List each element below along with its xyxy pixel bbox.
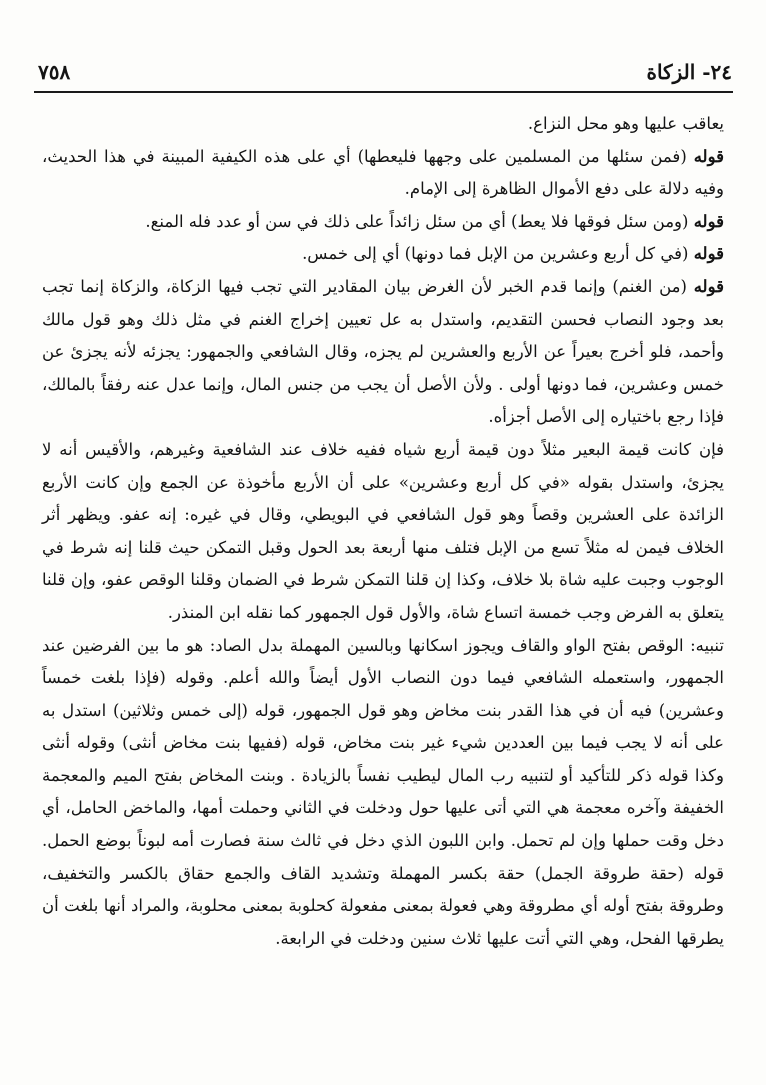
- paragraph: [42, 206, 724, 239]
- paragraph-lead: قوله: [693, 244, 724, 264]
- paragraph-text: (ومن سئل فوقها فلا يعط) أي من سئل زائداً على ذلك في سن أو عدد فله المنع.: [145, 211, 694, 231]
- paragraph-text: تنبيه: الوقص بفتح الواو والقاف ويجوز اسكانها وبالسين المهملة بدل الصاد: هو ما بين الفرضين عند الجمهور، واستعمله الشافعي فيما دون النصاب الأول أيضاً والله أعلم. وقوله (فإذا بلغت خمساً وعشرين) فيه أن في هذا القدر بنت مخاض وهو قول الجمهور، قوله (إلى خمس وثلاثين) استدل به على أنه لا يجب فيما بين العددين شيء غير بنت مخاض، قوله (ففيها بنت مخاض أنثى) وقوله أنثى وكذا قوله ذكر للتأكيد أو لتنبيه رب المال ليطيب نفساً بالزيادة . وبنت المخاض بفتح الميم والمعجمة الخفيفة وآخره معجمة هي التي أتى عليها حول ودخلت في الثاني وحملت أمها، والماخض الحامل، أي دخل وقت حملها وإن لم تحمل. وابن اللبون الذي دخل في ثالث سنة فصارت أمه لبوناً بوضع الحمل. قوله (حقة طروقة الجمل) حقة بكسر المهملة وتشديد القاف والجمع حقاق بالكسر والتخفيف، وطروقة بفتح أوله أي مطروقة وهي فعولة بمعنى مفعولة كحلوبة بمعنى محلوبة، والمراد أنها بلغت أن يطرقها الفحل، وهي التي أتت عليها ثلاث سنين ودخلت في الرابعة.: [42, 635, 724, 948]
- chapter-title: ٢٤- الزكاة: [646, 60, 732, 84]
- paragraph-text: (فمن سئلها من المسلمين على وجهها فليعطها) أي على هذه الكيفية المبينة في هذا الحديث، وفيه دلالة على دفع الأموال الظاهرة إلى الإمام.: [42, 146, 724, 199]
- header-divider: [34, 91, 733, 93]
- paragraph: [42, 630, 724, 956]
- paragraph-text: (من الغنم) وإنما قدم الخبر لأن الغرض بيان المقادير التي تجب فيها الزكاة، والزكاة إنما تجب بعد وجود النصاب فحسن التقديم، واستدل به عل تعيين إخراج الغنم في مثل ذلك وهو قول مالك وأحمد، فلو أخرج بعيراً عن الأربع والعشرين لم يجزه، وقال الشافعي والجمهور: يجزئه لأنه يجزئ عن خمس وعشرين، فما دونها أولى . ولأن الأصل أن يجب من جنس المال، وإنما عدل عنه رفقاً بالمالك، فإذا رجع باختياره إلى الأصل أجزأه.: [42, 276, 724, 427]
- paragraph: [42, 271, 724, 434]
- paragraph-lead: قوله: [693, 211, 724, 231]
- paragraph-text: (في كل أربع وعشرين من الإبل فما دونها) أي إلى خمس.: [302, 244, 694, 264]
- paragraph: [42, 238, 724, 271]
- paragraph: [42, 108, 724, 141]
- main-text: [42, 108, 724, 955]
- page-header: [30, 60, 736, 90]
- paragraph-lead: قوله: [693, 276, 724, 296]
- paragraph-lead: قوله: [693, 146, 724, 166]
- paragraph-text: فإن كانت قيمة البعير مثلاً دون قيمة أربع شياه ففيه خلاف عند الشافعية وغيرهم، والأقيس أنه لا يجزئ، واستدل بقوله «في كل أربع وعشرين» على أن الأربع مأخوذة عن الجمع وإن كانت الأربع الزائدة على العشرين وقصاً وهو قول الشافعي في البويطي، وقال في غيره: إنه عفو. ويظهر أثر الخلاف فيمن له مثلاً تسع من الإبل فتلف منها أربعة بعد الحول وقبل التمكن حيث قلنا إنه شرط في الوجوب وجبت عليه شاة بلا خلاف، وكذا إن قلنا التمكن شرط في الضمان وقلنا الوقص عفو، وإن قلنا يتعلق به الفرض وجب خمسة اتساع شاة، والأول قول الجمهور كما نقله ابن المنذر.: [42, 439, 724, 622]
- paragraph: [42, 434, 724, 630]
- page-number: ٧٥٨: [38, 60, 71, 84]
- paragraph: [42, 141, 724, 206]
- paragraph-text: يعاقب عليها وهو محل النزاع.: [527, 114, 724, 133]
